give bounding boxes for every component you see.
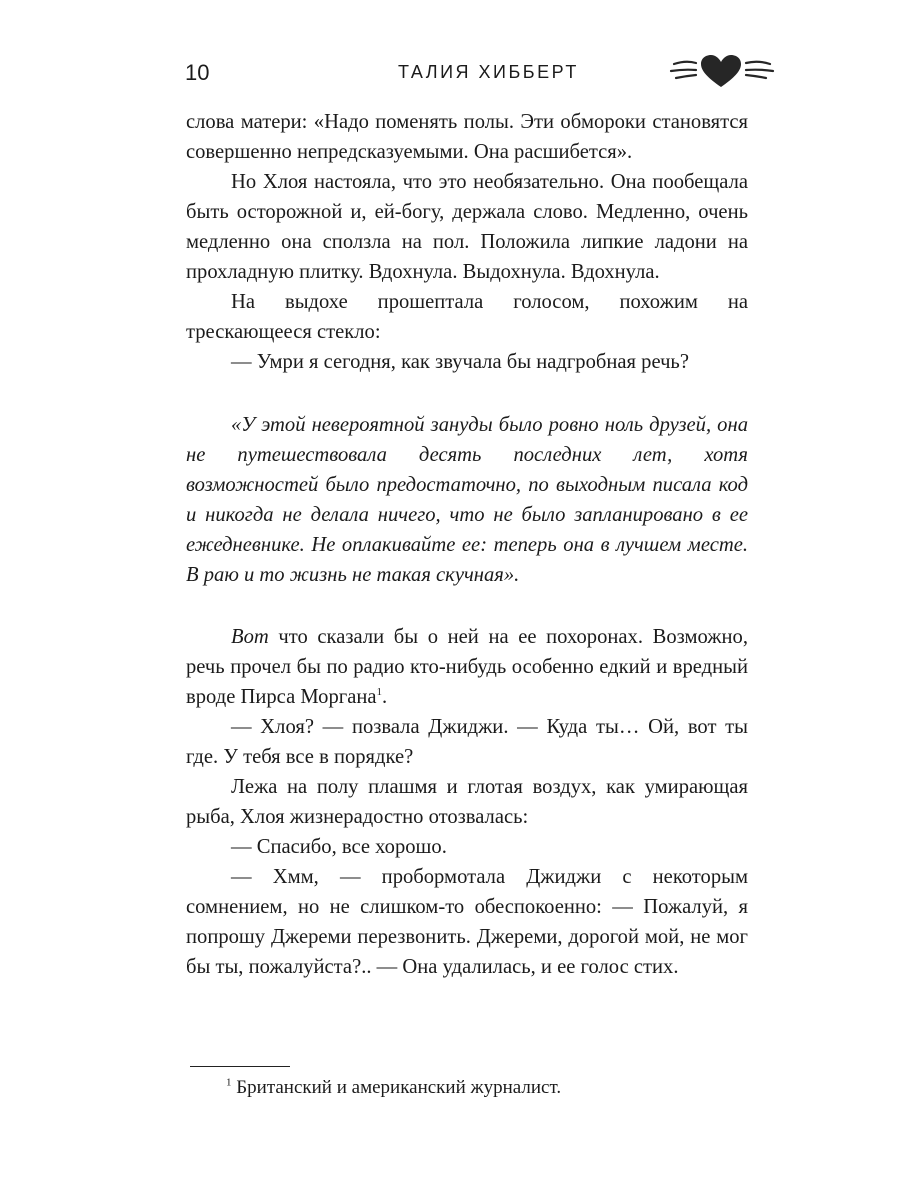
paragraph-text: что сказали бы о ней на ее похоронах. Возможно, речь прочел бы по радио кто-нибудь особенно едкий и вредный вроде Пирса Моргана	[186, 626, 748, 708]
page-number: 10	[185, 60, 210, 85]
footnote-marker: 1	[226, 1076, 232, 1089]
footnote-text: Британский и американский журналист.	[231, 1077, 562, 1098]
section-gap	[186, 590, 748, 622]
paragraph: На выдохе прошептала голосом, похожим на трескающееся стекло:	[186, 291, 748, 343]
paragraph: Лежа на полу плашмя и глотая воздух, как умирающая рыба, Хлоя жизнерадостно отозвалась:	[186, 776, 748, 828]
italic-quote: «У этой невероятной зануды было ровно ноль друзей, она не путешествовала десять последних лет, хотя возможностей было предостаточно, по выходным писала код и никогда не делала ничего, что не было запланировано в ее ежедневнике. Не оплакивайте ее: теперь она в лучшем месте. В раю и то жизнь не такая скучная».	[186, 414, 748, 586]
paragraph: слова матери: «Надо поменять полы. Эти обмороки становятся совершенно непредсказуемыми. Она расшибется».	[186, 111, 748, 163]
heart-with-lines-icon	[668, 52, 776, 90]
paragraph	[186, 622, 748, 712]
footnote-divider	[190, 1066, 290, 1067]
section-gap	[186, 377, 748, 410]
footnote	[226, 1075, 746, 1101]
page-header	[0, 58, 900, 88]
emphasis: Вот	[231, 626, 269, 648]
punctuation: .	[382, 686, 388, 708]
dialogue-line: — Хлоя? — позвала Джиджи. — Куда ты… Ой, вот ты где. У тебя все в порядке?	[186, 716, 748, 768]
dialogue-line: — Спасибо, все хорошо.	[231, 836, 447, 858]
footnote-reference[interactable]: 1	[376, 686, 383, 699]
dialogue-line: — Умри я сегодня, как звучала бы надгробная речь?	[231, 351, 689, 373]
paragraph: Но Хлоя настояла, что это необязательно. Она пообещала быть осторожной и, ей-богу, держала слово. Медленно, очень медленно она сползла на пол. Положила липкие ладони на прохладную плитку. Вдохнула. Выдохнула. Вдохнула.	[186, 171, 748, 283]
running-title: ТАЛИЯ ХИББЕРТ	[398, 62, 579, 82]
dialogue-line: — Хмм, — пробормотала Джиджи с некоторым сомнением, но не слишком-то обеспокоенно: — Пожалуй, я попрошу Джереми перезвонить. Джереми, дорогой мой, не мог бы ты, пожалуйста?.. — Она удалилась, и ее голос стих.	[186, 866, 748, 978]
main-text	[186, 107, 748, 982]
